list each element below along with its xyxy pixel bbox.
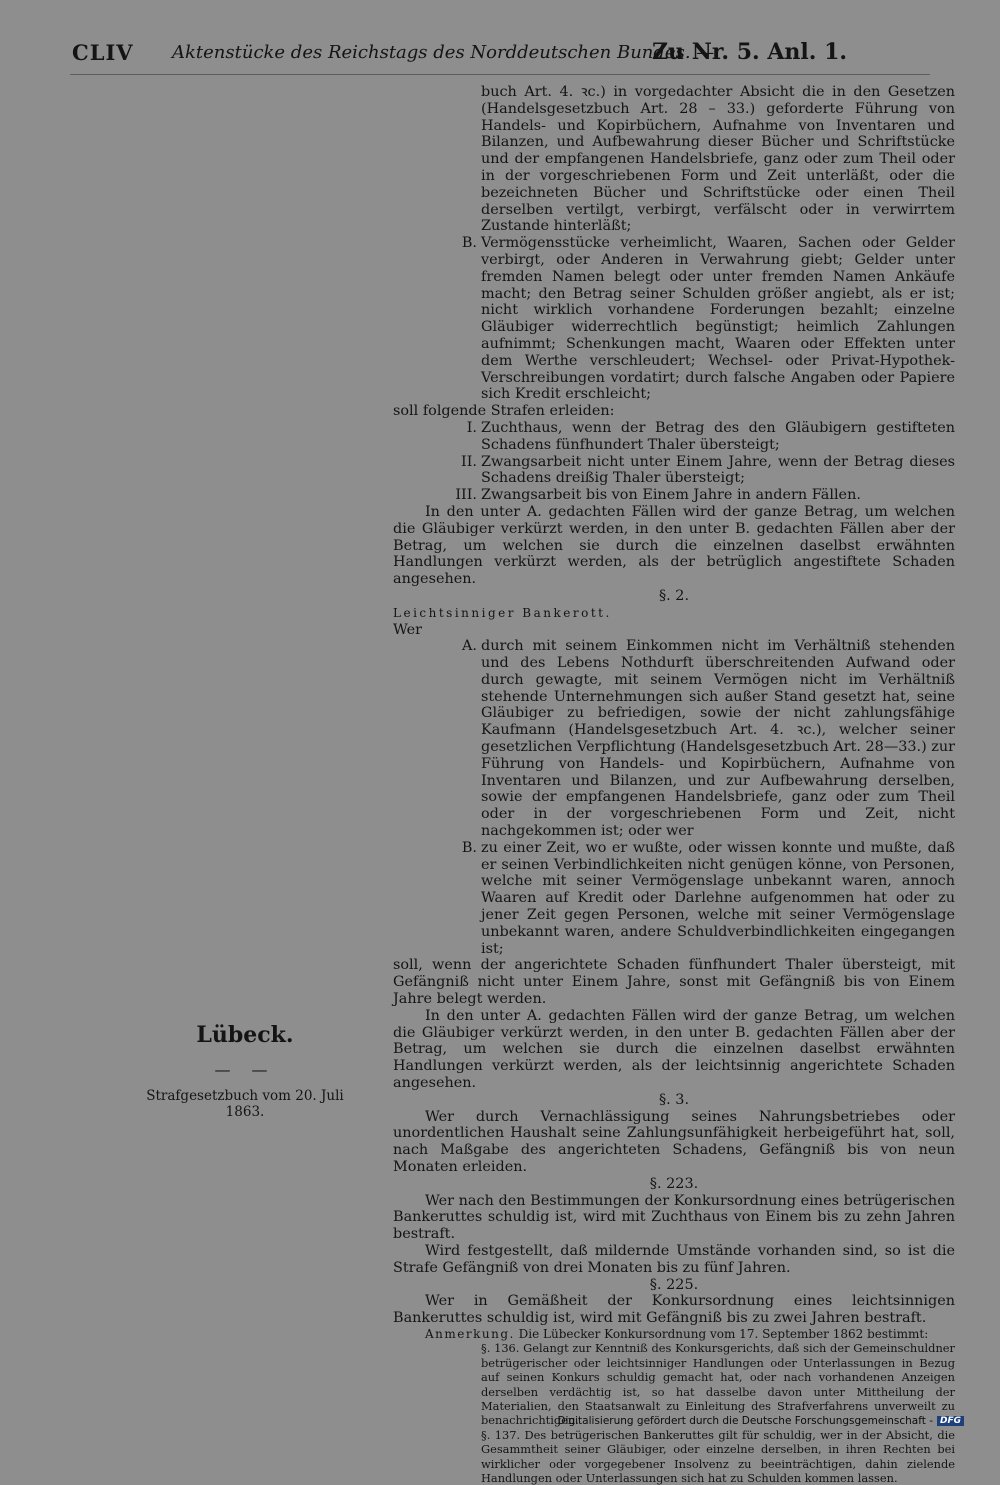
paragraph: Wer durch Vernachlässigung seines Nahrungsbetriebes oder unordentlichen Haushalt seine Zahlungsunfähigkeit herbeigeführt hat, soll, nach Maßgabe des angerichteten Schadens, Gefängniß bis von neun Monaten erleiden. <box>393 1108 955 1175</box>
penalty-label: II. <box>461 453 477 470</box>
list-item-b <box>393 235 955 403</box>
list-item-a <box>393 638 955 840</box>
continued-item-text: buch Art. 4. ꝛc.) in vorgedachter Absicht die in den Gesetzen (Handelsgesetzbuch Art. 28 – 33.) geforderte Führung von Handels- und Kopirbüchern, Aufnahme von Inventaren und Bilanzen, und Aufbewahrung dieser Bücher und Schriftstücke und der empfangenen Handelsbriefe, ganz oder zum Theil oder in der vorgeschriebenen Form und Zeit unterläßt, oder die bezeichneten Bücher und Schriftstücke oder einen Theil derselben vertilgt, verbirgt, verfälscht oder in verwirrtem Zustande hinterläßt; <box>481 84 955 235</box>
penalty-item-2 <box>393 454 955 488</box>
penalty-label: I. <box>466 419 477 436</box>
penalty-item-1 <box>393 420 955 454</box>
item-text: durch mit seinem Einkommen nicht im Verhältniß stehenden und des Lebens Nothdurft überschreitenden Aufwand oder durch gewagte, mit seinem Vermögen nicht im Verhältniß stehende Unternehmungen sich außer Stand gesetzt hat, seine Gläubiger zu befriedigen, sowie der nicht zahlungsfähige Kaufmann (Handelsgesetzbuch Art. 4. ꝛc.), welcher seiner gesetzlichen Verpflichtung (Handelsgesetzbuch Art. 28—33.) zur Führung von Handels- und Kopirbüchern, Aufnahme von Inventaren und Bilanzen, und zur Aufbewahrung derselben, sowie der empfangenen Handelsbriefe, ganz oder zum Theil oder in der vorgeschriebenen Form und Zeit, nicht nachgekommen ist; oder wer <box>481 638 956 840</box>
section-heading-2: §. 2. <box>658 587 690 604</box>
paragraph: Wer nach den Bestimmungen der Konkursordnung eines betrügerischen Bankeruttes schuldig ist, wird mit Zuchthaus von Einem bis zu zehn Jahren bestraft. <box>393 1192 955 1243</box>
paragraph: Wird festgestellt, daß mildernde Umstände vorhanden sind, so ist die Strafe Gefängniß von drei Monaten bis zu fünf Jahren. <box>393 1242 955 1276</box>
annotation-paragraph: §. 137. Des betrügerischen Bankeruttes gilt für schuldig, wer in der Absicht, die Gesammtheit seiner Gläubiger, oder einzelne derselben, in ihren Rechten bei wirklicher oder vorgegebener Insolvenz zu beeinträchtigen, dahin zielende Handlungen oder Unterlassungen sich hat zu Schulden kommen lassen. <box>481 1427 955 1485</box>
item-label: B. <box>461 235 477 252</box>
section-title-2: Leichtsinniger Bankerott. <box>393 605 612 620</box>
paragraph: Wer in Gemäßheit der Konkursordnung eines leichtsinnigen Bankeruttes schuldig ist, wird mit Gefängniß bis zu zwei Jahren bestraft. <box>393 1293 955 1327</box>
margin-divider: — — <box>214 1060 276 1079</box>
penalty-text: Zwangsarbeit bis von Einem Jahre in andern Fällen. <box>481 487 861 504</box>
running-title: Aktenstücke des Reichstags des Norddeutschen Bundes. — <box>172 42 715 63</box>
annotation-label: Anmerkung. <box>425 1326 515 1341</box>
section-heading-223: §. 223. <box>649 1175 699 1192</box>
item-label: A. <box>462 638 477 655</box>
margin-source-line: 1863. <box>225 1104 265 1120</box>
paragraph: soll, wenn der angerichtete Schaden fünfhundert Thaler übersteigt, mit Gefängniß nicht unter Einem Jahre, sonst mit Gefängniß bis von Einem Jahre belegt werden. <box>393 957 955 1008</box>
main-column <box>393 84 955 1485</box>
item-label: B. <box>461 839 477 856</box>
item-text: Vermögensstücke verheimlicht, Waaren, Sachen oder Gelder verbirgt, oder Anderen in Verwahrung giebt; Gelder unter fremden Namen belegt oder unter fremden Namen Ankäufe macht; den Betrag seiner Schulden größer angiebt, als er ist; nicht wirklich vorhandene Forderungen bezahlt; einzelne Gläubiger widerrechtlich begünstigt; heimlich Zahlungen aufnimmt; Schenkungen macht, Waaren oder Effekten unter dem Werthe verschleudert; Wechsel- oder Privat-Hypothek-Verschreibungen vordatirt; durch falsche Angaben oder Papiere sich Kredit erschleicht; <box>481 235 955 403</box>
dfg-logo: DFG <box>937 1416 964 1426</box>
section-heading-225: §. 225. <box>649 1276 699 1293</box>
margin-title: Lübeck. <box>196 1022 294 1048</box>
penalty-text: Zwangsarbeit nicht unter Einem Jahre, wenn der Betrag dieses Schadens dreißig Thaler übersteigt; <box>481 453 955 487</box>
penalty-text: Zuchthaus, wenn der Betrag des den Gläubigern gestifteten Schadens fünfhundert Thaler übersteigt; <box>481 419 955 453</box>
paragraph: In den unter A. gedachten Fällen wird der ganze Betrag, um welchen die Gläubiger verkürzt werden, in den unter B. gedachten Fällen aber der Betrag, um welchen sie durch die einzelnen daselbst erwähnten Handlungen verkürzt werden, als der betrüglich angestiftete Schaden angesehen. <box>393 503 955 588</box>
margin-source <box>140 1088 350 1120</box>
margin-source-line: Strafgesetzbuch vom 20. Juli <box>146 1088 344 1104</box>
annotation <box>393 1327 955 1341</box>
annotation-text: Die Lübecker Konkursordnung vom 17. September 1862 bestimmt: <box>518 1326 929 1341</box>
section-wer: Wer <box>393 621 423 638</box>
document-reference: Zu Nr. 5. Anl. 1. <box>652 39 848 65</box>
digitization-credit <box>557 1415 964 1427</box>
page-number: CLIV <box>72 40 134 65</box>
item-text: zu einer Zeit, wo er wußte, oder wissen konnte und mußte, daß er seinen Verbindlichkeiten nicht genügen könne, von Personen, welche mit seiner Vermögenslage unbekannt waren, annoch Waaren auf Kredit oder Darlehne aufgenommen hat oder zu jener Zeit gegen Personen, welche mit seiner Vermögenslage unbekannt waren, andere Schuldverbindlichkeiten eingegangen ist; <box>481 839 955 957</box>
penalty-label: III. <box>455 487 477 504</box>
section-heading-3: §. 3. <box>658 1091 690 1108</box>
penalty-item-3 <box>393 487 955 504</box>
header-rule <box>70 74 930 75</box>
credit-text: Digitalisierung gefördert durch die Deutsche Forschungsgemeinschaft - <box>557 1415 933 1427</box>
list-item-b <box>393 840 955 958</box>
paragraph: In den unter A. gedachten Fällen wird der ganze Betrag, um welchen die Gläubiger verkürzt werden, in den unter B. gedachten Fällen aber der Betrag, um welchen sie durch die einzelnen daselbst erwähnten Handlungen verkürzt werden, als der leichtsinnig angerichtete Schaden angesehen. <box>393 1007 955 1092</box>
annotation-paragraph: §. 136. Gelangt zur Kenntniß des Konkursgerichts, daß sich der Gemeinschuldner betrügerischer oder leichtsinniger Handlungen oder Unterlassungen in Bezug auf seinen Konkurs schuldig gemacht hat, oder nach vorhandenen Anzeigen derselben verdächtig ist, so hat dasselbe davon unter Mittheilung der Materialien, den Staatsanwalt zu Einleitung des Strafverfahrens unverweilt zu benachrichtigen. <box>481 1341 955 1428</box>
penalty-intro: soll folgende Strafen erleiden: <box>393 403 615 420</box>
